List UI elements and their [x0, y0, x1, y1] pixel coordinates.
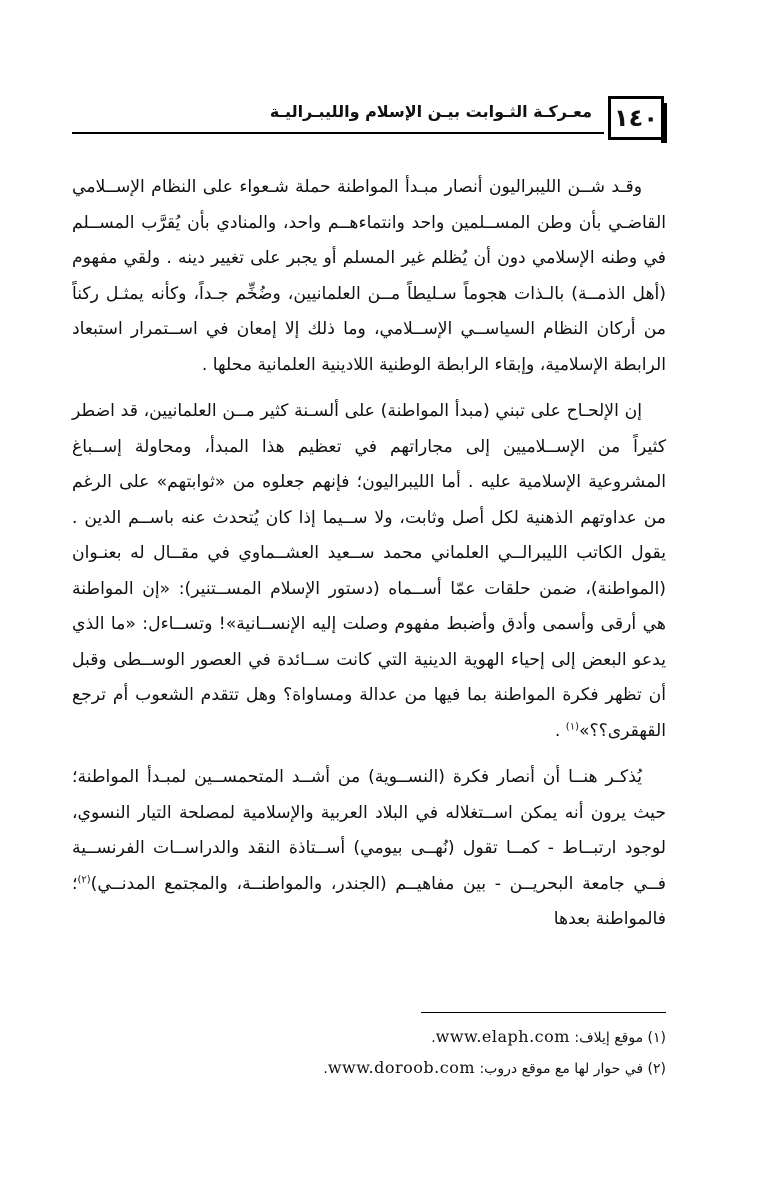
page-number: ١٤٠ — [608, 96, 664, 140]
footnote-1 — [72, 1022, 666, 1053]
footnote-ref-1[interactable]: (١) — [565, 720, 579, 732]
footnote-2-url[interactable]: www.doroob.com — [327, 1058, 476, 1077]
paragraph-1-text: وقـد شــن الليبراليون أنصار مبـدأ المواطنة حملة شـعواء على النظام الإســلامي القاضـي بأن وطن المســلمين واحد وانتماءهــم واحد، والمنادي بأن يُقرَّب المســلم في وطنه الإسلامي دون أن يُظلم غير المسلم أو يجبر على تغيير دينه . ولقي مفهوم (أهل الذمــة) بالـذات هجوماً سـليطاً مــن العلمانيين، وضُخِّم جـداً، وكأنه يمثـل ركناً من أركان النظام السياســي الإســلامي، وما ذلك إلا إمعان في اســتمرار استبعاد الرابطة الإسلامية، وإبقاء الرابطة الوطنية اللادينية العلمانية محلها . — [72, 177, 666, 375]
paragraph-3 — [72, 760, 666, 938]
footnote-1-label: (١) موقع إيلاف: — [574, 1030, 666, 1046]
paragraph-3-tail: ؛ فالمواطنة بعدها — [72, 873, 666, 929]
paragraph-3-text: يُذكـر هنــا أن أنصار فكرة (النســوية) من أشــد المتحمســين لمبـدأ المواطنة؛ حيث يرون أنه يمكن اســتغلاله في البلاد العربية والإسلامية لمصلحة التيار النسوي، لوجود ارتبــاط - كمــا تقول (نُهــى بيومي) أســتاذة النقد والدراســات الفرنســية فــي جامعة البحريــن - بين مفاهيــم (الجندر، والمواطنــة، والمجتمع المدنــي) — [72, 767, 666, 894]
footnote-2 — [72, 1053, 666, 1084]
paragraph-2 — [72, 394, 666, 749]
paragraph-2-text: إن الإلحـاح على تبني (مبدأ المواطنة) على ألسـنة كثير مــن العلمانيين، قد اضطر كثيراً من الإســلاميين إلى مجاراتهم في تعظيم هذا المبدأ، ومحاولة إســباغ المشروعية الإسلامية عليه . أما الليبراليون؛ فإنهم جعلوه من «ثوابتهم» على الرغم من عداوتهم الذهنية لكل أصل وثابت، ولا ســيما إذا كان يُتحدث عنه باســم الدين . يقول الكاتب الليبرالــي العلماني محمد ســعيد العشــماوي في مقــال له بعنـوان (المواطنة)، ضمن حلقات عمّا أســماه (دستور الإسلام المســتنير): «إن المواطنة هي أرقى وأسمى وأدق وأضبط مفهوم وصلت إليه الإنســانية»! وتســاءل: «ما الذي يدعو البعض إلى إحياء الهوية الدينية التي كانت ســائدة في العصور الوســطى وقبل أن تظهر فكرة المواطنة بما فيها من عدالة ومساواة؟ وهل تتقدم الشعوب أم ترجع القهقرى؟؟» — [72, 401, 666, 741]
footnote-separator — [421, 1012, 666, 1013]
footnote-2-end: . — [323, 1061, 328, 1077]
footnotes — [72, 1022, 666, 1084]
paragraph-2-tail: . — [554, 720, 566, 741]
paragraph-1 — [72, 170, 666, 383]
footnote-1-end: . — [431, 1030, 436, 1046]
body-text — [72, 170, 666, 938]
header-rule — [72, 132, 604, 134]
footnote-ref-2[interactable]: (٢) — [77, 873, 91, 885]
running-title: معـركـة الثـوابت بيـن الإسلام والليبـراليـة — [269, 102, 592, 121]
footnote-2-label: (٢) في حوار لها مع موقع دروب: — [479, 1061, 666, 1077]
footnote-1-url[interactable]: www.elaph.com — [435, 1027, 570, 1046]
page-header — [72, 88, 664, 148]
